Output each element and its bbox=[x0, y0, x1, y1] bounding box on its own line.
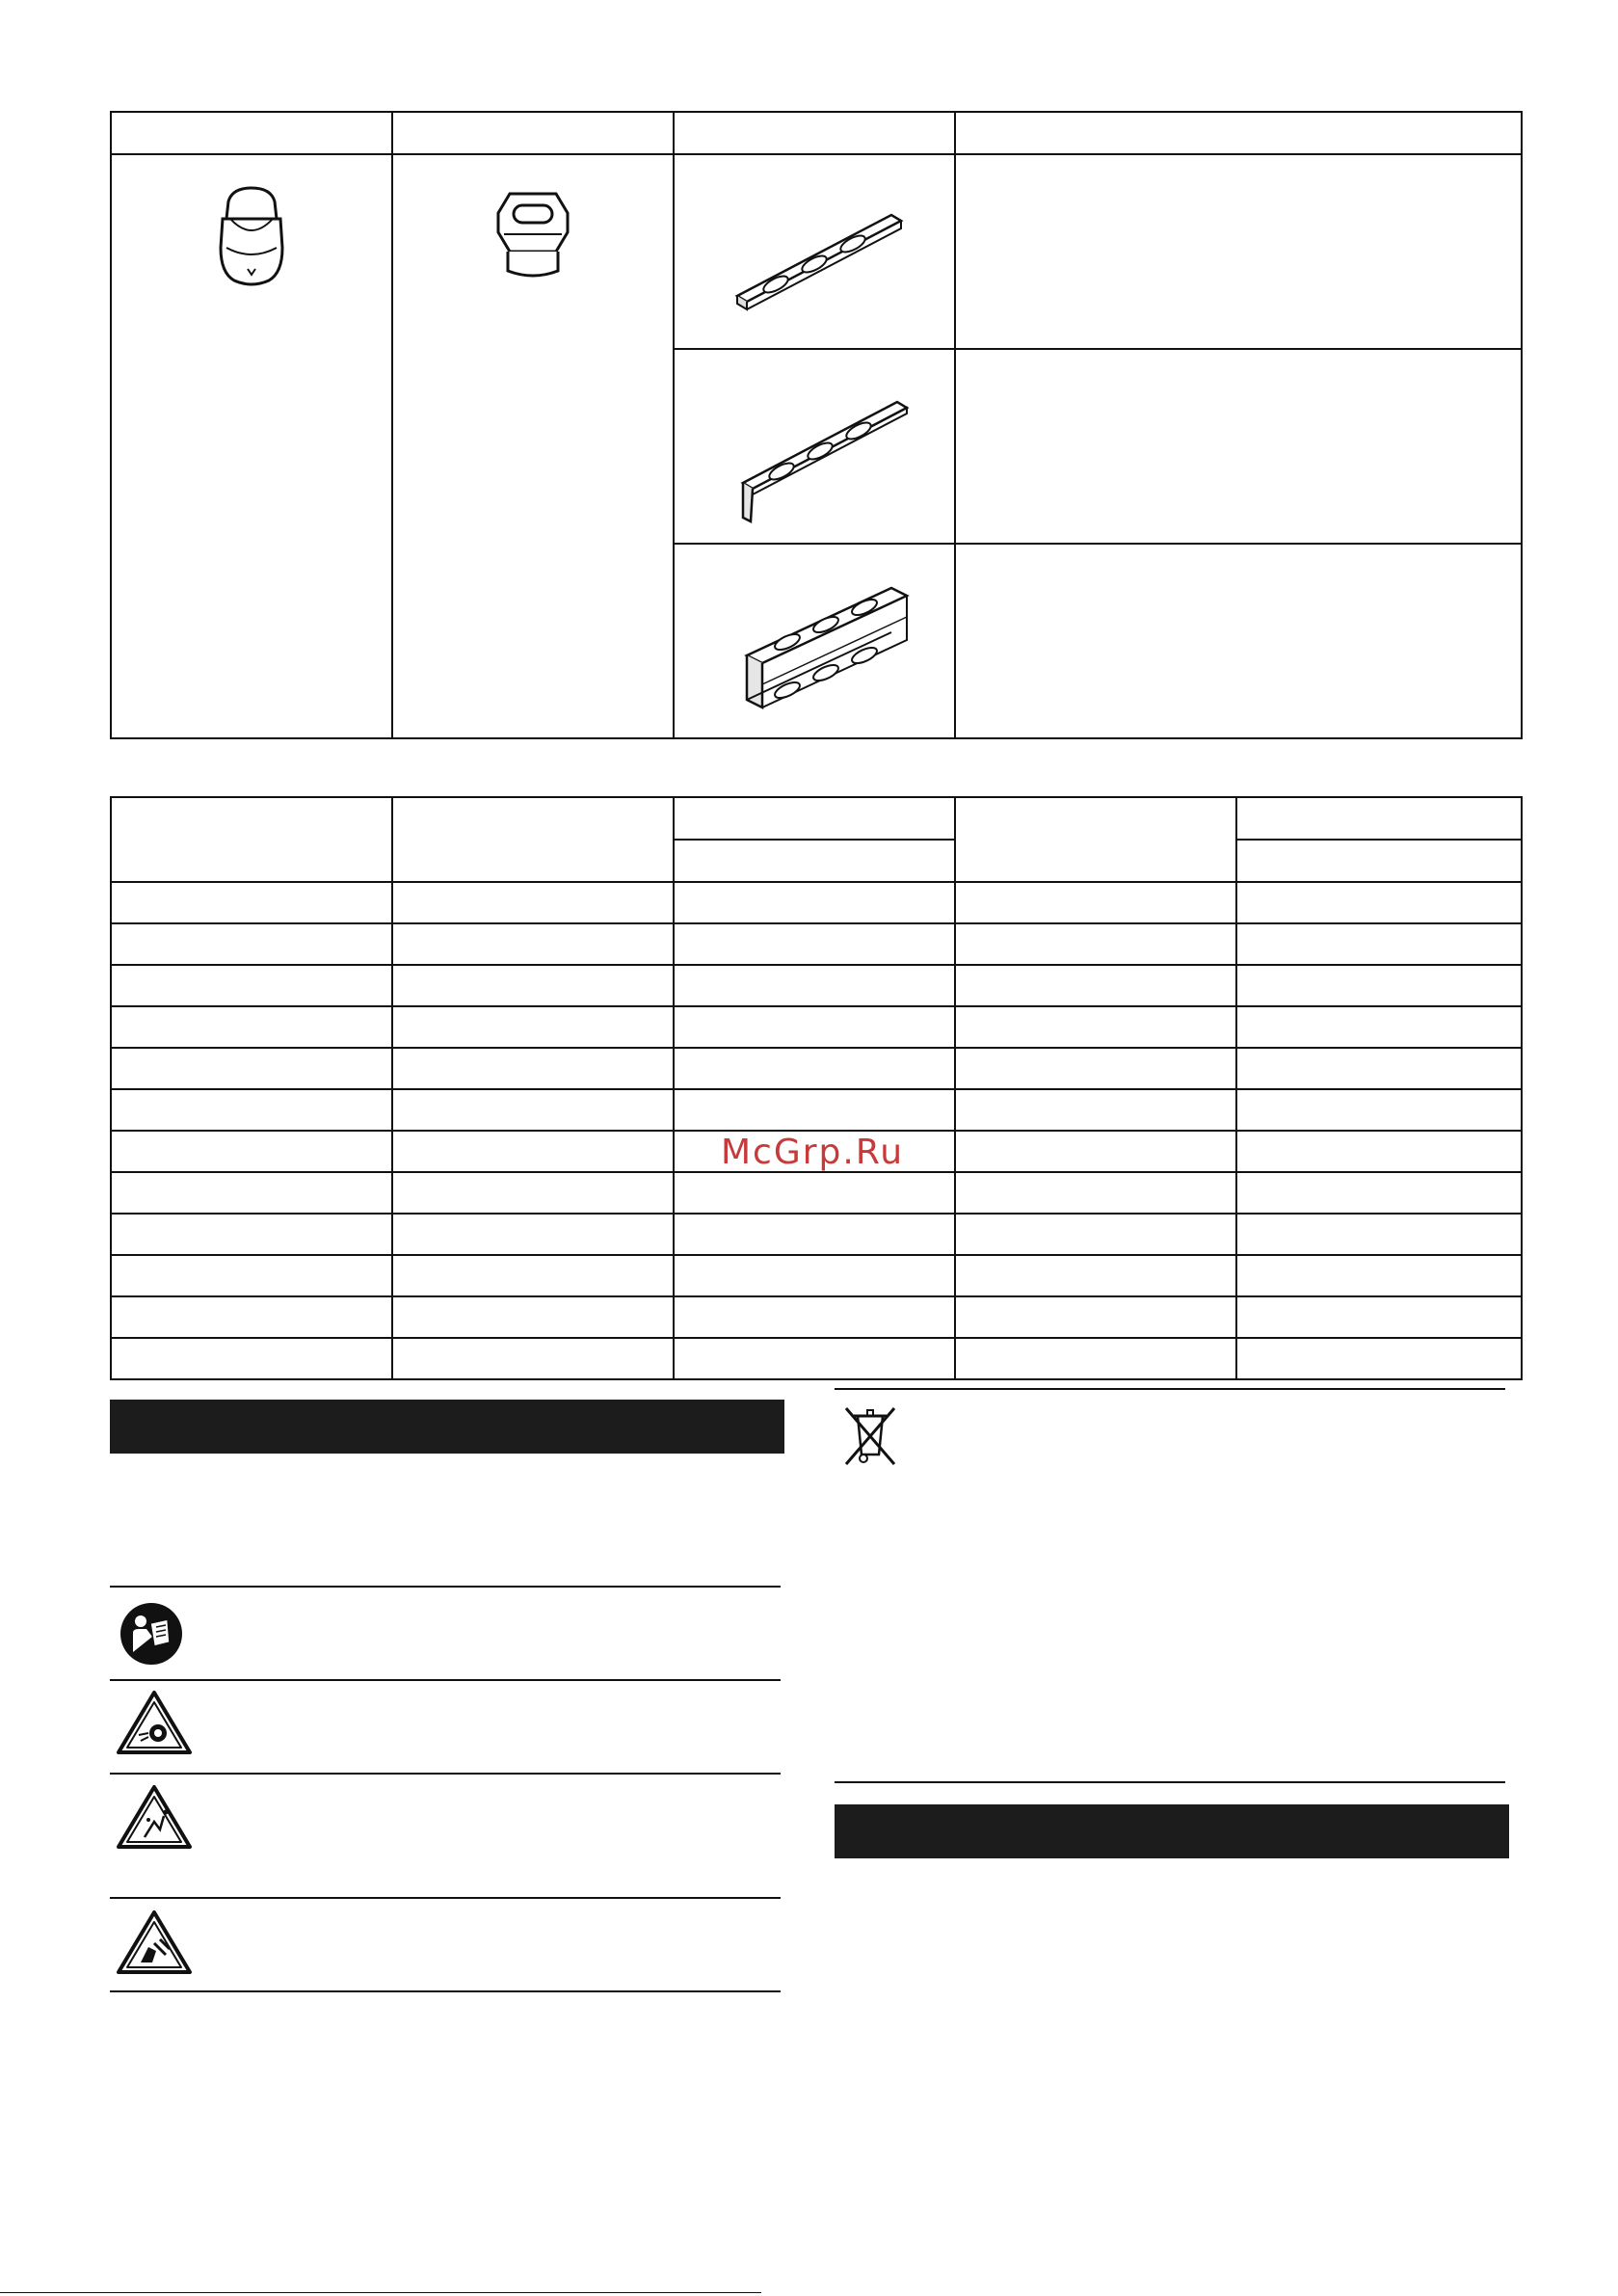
spec-cell bbox=[674, 1172, 955, 1214]
divider bbox=[110, 1679, 781, 1681]
spec-cell bbox=[392, 1338, 674, 1379]
spec-row bbox=[111, 1255, 1522, 1296]
nut-die-cell bbox=[392, 154, 674, 738]
symbols-heading-bar bbox=[110, 1400, 784, 1454]
read-manual-icon bbox=[119, 1602, 183, 1666]
spec-cell bbox=[392, 1296, 674, 1338]
spec-cell bbox=[674, 882, 955, 923]
spec-row bbox=[111, 1296, 1522, 1338]
spec-cell bbox=[111, 882, 392, 923]
page-bottom-rule bbox=[0, 2292, 761, 2293]
spec-table-body bbox=[111, 882, 1522, 1379]
spec-cell bbox=[674, 1048, 955, 1089]
parts-header-cell bbox=[955, 112, 1522, 154]
profile-cell bbox=[674, 154, 955, 349]
spec-row bbox=[111, 1089, 1522, 1131]
spec-cell bbox=[1236, 1048, 1522, 1089]
spec-cell bbox=[674, 965, 955, 1006]
spec-cell bbox=[392, 1006, 674, 1048]
divider bbox=[110, 1897, 781, 1899]
spec-cell bbox=[955, 923, 1236, 965]
flying-debris-warning-icon bbox=[116, 1783, 193, 1851]
parts-header-cell bbox=[392, 112, 674, 154]
flat-slotted-strip-icon bbox=[718, 165, 911, 338]
spec-cell bbox=[111, 1006, 392, 1048]
divider bbox=[110, 1773, 781, 1775]
spec-row bbox=[111, 1338, 1522, 1379]
spec-row bbox=[111, 1214, 1522, 1255]
spec-cell bbox=[111, 1048, 392, 1089]
nut-die-icon bbox=[475, 180, 591, 315]
spec-cell bbox=[111, 1296, 392, 1338]
spec-cell bbox=[674, 1255, 955, 1296]
divider bbox=[110, 1990, 781, 1992]
spec-header-cell bbox=[1236, 797, 1522, 840]
spec-header-cell bbox=[955, 797, 1236, 882]
spec-cell bbox=[674, 1296, 955, 1338]
spec-cell bbox=[955, 1006, 1236, 1048]
divider bbox=[835, 1388, 1505, 1390]
spec-cell bbox=[1236, 1172, 1522, 1214]
profile-description bbox=[955, 349, 1522, 544]
spec-table bbox=[110, 796, 1523, 1380]
spec-cell bbox=[955, 882, 1236, 923]
wear-eye-protection-warning-icon bbox=[116, 1689, 193, 1756]
spec-cell bbox=[674, 1214, 955, 1255]
spec-row bbox=[111, 923, 1522, 965]
spec-cell bbox=[111, 1214, 392, 1255]
spec-row bbox=[111, 1172, 1522, 1214]
spec-header-row bbox=[111, 797, 1522, 840]
parts-table-header bbox=[111, 112, 1522, 154]
spec-row bbox=[111, 882, 1522, 923]
spec-cell bbox=[1236, 1131, 1522, 1172]
spec-cell bbox=[955, 1089, 1236, 1131]
spec-cell bbox=[111, 1255, 392, 1296]
spec-cell bbox=[111, 1338, 392, 1379]
profile-cell bbox=[674, 349, 955, 544]
symbols-heading bbox=[110, 1414, 121, 1438]
spec-cell bbox=[392, 882, 674, 923]
divider bbox=[835, 1781, 1505, 1783]
spec-header-cell bbox=[111, 797, 392, 882]
spec-cell bbox=[955, 1296, 1236, 1338]
spec-cell bbox=[392, 1089, 674, 1131]
crossed-out-wheelie-bin-icon bbox=[838, 1402, 902, 1470]
spec-cell bbox=[674, 923, 955, 965]
spec-cell bbox=[1236, 1338, 1522, 1379]
spec-subheader-cell bbox=[674, 840, 955, 882]
divider bbox=[110, 1586, 781, 1588]
angle-slotted-bar-icon bbox=[718, 360, 911, 533]
spec-cell bbox=[1236, 882, 1522, 923]
spec-cell bbox=[955, 1172, 1236, 1214]
spec-cell bbox=[1236, 1255, 1522, 1296]
spec-cell bbox=[674, 1089, 955, 1131]
spec-row bbox=[111, 1006, 1522, 1048]
spec-cell bbox=[111, 923, 392, 965]
watermark: McGrp.Ru bbox=[721, 1133, 905, 1172]
spec-row bbox=[111, 1048, 1522, 1089]
spec-cell bbox=[955, 1214, 1236, 1255]
spec-cell bbox=[392, 1131, 674, 1172]
spec-cell bbox=[955, 1131, 1236, 1172]
parts-table bbox=[110, 111, 1523, 739]
spec-cell bbox=[392, 1172, 674, 1214]
spec-cell bbox=[392, 1255, 674, 1296]
bolt-die-cell bbox=[111, 154, 392, 738]
spec-cell bbox=[1236, 1006, 1522, 1048]
parts-row bbox=[111, 154, 1522, 349]
section-heading bbox=[835, 1819, 846, 1843]
spec-cell bbox=[955, 1338, 1236, 1379]
bolt-head-die-icon bbox=[194, 180, 309, 315]
profile-description bbox=[955, 154, 1522, 349]
spec-cell bbox=[111, 1089, 392, 1131]
spec-header-cell bbox=[392, 797, 674, 882]
parts-header-cell bbox=[111, 112, 392, 154]
spec-cell bbox=[392, 923, 674, 965]
u-channel-slotted-icon bbox=[718, 549, 911, 733]
spec-subheader-cell bbox=[1236, 840, 1522, 882]
spec-cell bbox=[674, 1006, 955, 1048]
spec-row bbox=[111, 965, 1522, 1006]
spec-cell bbox=[1236, 1214, 1522, 1255]
spec-cell bbox=[674, 1338, 955, 1379]
spec-cell bbox=[1236, 1296, 1522, 1338]
spec-header-cell bbox=[674, 797, 955, 840]
spec-cell bbox=[111, 1172, 392, 1214]
spec-cell bbox=[955, 1255, 1236, 1296]
profile-cell bbox=[674, 544, 955, 738]
spec-cell bbox=[955, 1048, 1236, 1089]
spec-cell bbox=[111, 1131, 392, 1172]
spec-cell bbox=[1236, 923, 1522, 965]
spec-cell bbox=[392, 1214, 674, 1255]
spec-cell bbox=[392, 965, 674, 1006]
profile-description bbox=[955, 544, 1522, 738]
parts-header-cell bbox=[674, 112, 955, 154]
section-heading-bar bbox=[835, 1804, 1509, 1858]
spec-cell bbox=[392, 1048, 674, 1089]
spec-cell bbox=[955, 965, 1236, 1006]
spec-cell bbox=[1236, 965, 1522, 1006]
cut-hand-warning-icon bbox=[116, 1909, 193, 1976]
spec-cell bbox=[111, 965, 392, 1006]
spec-cell bbox=[1236, 1089, 1522, 1131]
